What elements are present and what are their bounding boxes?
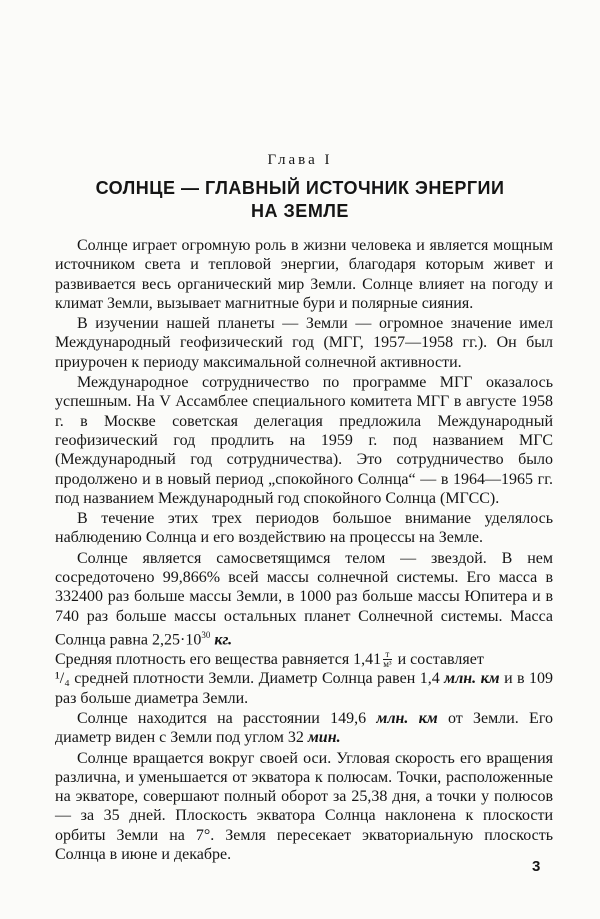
- mass-unit: кг.: [214, 631, 233, 649]
- quarter-fraction: ¹/₄: [55, 670, 70, 688]
- diameter-text: средней плотности Земли. Диаметр Солнца равен 1,4: [69, 670, 445, 688]
- angle-unit: мин.: [307, 729, 341, 747]
- chapter-title-line-1: СОЛНЦЕ — ГЛАВНЫЙ ИСТОЧНИК ЭНЕРГИИ: [95, 178, 505, 198]
- diameter-text-end: и в 109 раз больше диаметра Земли.: [55, 670, 554, 707]
- distance-text: Солнце находится на расстоянии 149,6: [77, 709, 377, 727]
- paragraph-5: [55, 549, 553, 650]
- chapter-title-line-2: НА ЗЕМЛЕ: [251, 201, 349, 221]
- paragraph-5-text: Солнце является самосветящимся телом — звездой. В нем сосредоточено 99,866% всей массы солнечной системы. Его масса в 332400 раз больше массы Земли, в 1000 раз больше массы Юпитера и в 740 раз больше массы остальных планет Солнечной системы. Масса Солнца равна 2,25·10: [55, 549, 553, 649]
- density-text-post: и составляет: [397, 650, 484, 668]
- distance-unit: млн. км: [376, 709, 438, 727]
- diameter-unit: млн. км: [444, 670, 500, 688]
- density-fraction: [383, 650, 391, 669]
- paragraph-1: Солнце играет огромную роль в жизни человека и является мощным источником света и тепловой энергии, благодаря которым живет и развивается весь органический мир Земли. Солнце влияет на погоду и климат Земли, вызывает магнитные бури и полярные сияния.: [55, 237, 553, 312]
- paragraph-4: В течение этих трех периодов большое внимание уделялось наблюдению Солнца и его воздействию на процессы на Земле.: [55, 510, 553, 547]
- density-numerator: т: [383, 650, 391, 660]
- angle-text: от Земли. Его диаметр виден с Земли под углом 32: [55, 709, 553, 747]
- paragraph-7: Солнце вращается вокруг своей оси. Угловая скорость его вращения различна, и уменьшается от экватора к полюсам. Точки, расположенные на экваторе, совершают полный оборот за 25,38 дня, а точки у полюсов — за 35 дней. Плоскость экватора Солнца наклонена к плоскости орбиты Земли на 7°. Земля пересекает экваториальную плоскость Солнца в июне и декабре.: [55, 749, 553, 864]
- paragraph-5-continued: [55, 669, 553, 708]
- paragraph-6: [55, 709, 553, 748]
- density-denominator: м³: [383, 659, 392, 670]
- chapter-title: [0, 177, 600, 223]
- paragraph-3: Международное сотрудничество по программе МГГ оказалось успешным. На V Ассамблее специального комитета МГГ в августе 1958 г. в Москве советская делегация предложила Международный геофизический год продлить на 1959 г. под названием МГС (Международный год сотрудничества). Это сотрудничество было продолжено и в новый период „спокойного Солнца“ — в 1964—1965 гг. под названием Международный год спокойного Солнца (МГСС).: [55, 374, 553, 507]
- chapter-label: Глава I: [267, 152, 333, 168]
- body-text: [55, 236, 553, 864]
- density-text-pre: Средняя плотность его вещества равняется 1,41: [55, 650, 382, 668]
- density-line: [55, 650, 553, 670]
- mass-exponent: 30: [201, 629, 211, 640]
- page-number: 3: [532, 858, 541, 875]
- paragraph-2: В изучении нашей планеты — Земли — огромное значение имел Международный геофизический год (МГГ, 1957—1958 гг.). Он был приурочен к периоду максимальной солнечной активности.: [55, 315, 553, 371]
